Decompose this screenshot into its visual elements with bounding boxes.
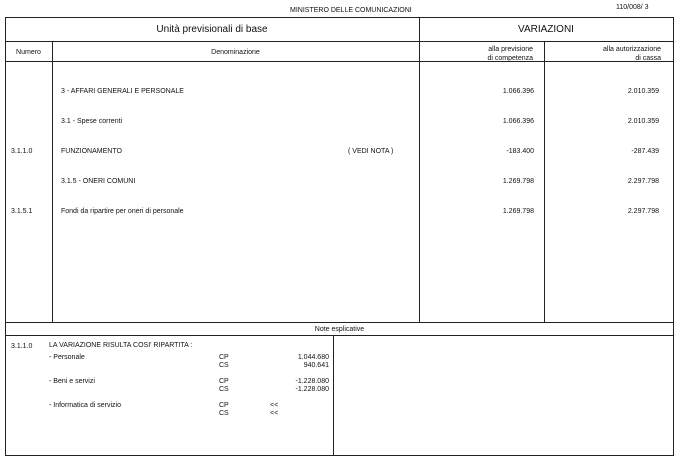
row-competenza: 1.269.798 — [502, 208, 534, 215]
note-cs-label: CS — [219, 410, 229, 417]
note-cs-label: CS — [219, 362, 229, 369]
row-competenza: 1.066.396 — [502, 88, 534, 95]
competenza-column-header: alla previsione di competenza — [487, 46, 533, 62]
note-item-label: - Informatica di servizio — [49, 402, 121, 409]
note-cp-label: CP — [219, 378, 229, 385]
note-cp-value: 1.044.680 — [297, 354, 329, 361]
notes-title: Note esplicative — [314, 326, 365, 333]
numero-column-header: Numero — [16, 49, 41, 56]
row-numero: 3.1.5.1 — [11, 208, 33, 215]
note-cs-label: CS — [219, 386, 229, 393]
row-cassa: 2.297.798 — [627, 178, 659, 185]
note-cs-value: -1.228.080 — [295, 386, 329, 393]
row-nota: ( VEDI NOTA ) — [348, 148, 394, 155]
note-cp-label: CP — [219, 402, 229, 409]
variazioni-header: VARIAZIONI — [518, 24, 574, 35]
note-cs-value: 940.641 — [303, 362, 329, 369]
page-code: 110/008/ 3 — [616, 4, 649, 11]
note-cp-value: -1.228.080 — [295, 378, 329, 385]
row-competenza: -183.400 — [506, 148, 534, 155]
row-competenza: 1.066.396 — [502, 118, 534, 125]
notes-heading: LA VARIAZIONE RISULTA COSI' RIPARTITA : — [49, 342, 193, 349]
note-cp-value: << — [270, 402, 279, 409]
row-competenza: 1.269.798 — [502, 178, 534, 185]
row-cassa: 2.297.798 — [627, 208, 659, 215]
note-cp-label: CP — [219, 354, 229, 361]
note-cs-value: << — [270, 410, 279, 417]
row-cassa: 2.010.359 — [627, 118, 659, 125]
denominazione-column-header: Denominazione — [211, 49, 260, 56]
row-denominazione: 3.1 - Spese correnti — [61, 118, 123, 125]
row-numero: 3.1.1.0 — [11, 148, 33, 155]
row-denominazione: Fondi da ripartire per oneri di personale — [61, 208, 184, 215]
note-item-label: - Personale — [49, 354, 85, 361]
ministry-title: MINISTERO DELLE COMUNICAZIONI — [290, 7, 412, 14]
cassa-column-header: alla autorizzazione di cassa — [603, 46, 661, 62]
unita-previsionali-header: Unità previsionali di base — [156, 24, 268, 35]
row-cassa: 2.010.359 — [627, 88, 659, 95]
row-denominazione: 3 - AFFARI GENERALI E PERSONALE — [61, 88, 184, 95]
note-item-label: - Beni e servizi — [49, 378, 95, 385]
row-denominazione: 3.1.5 - ONERI COMUNI — [61, 178, 136, 185]
notes-numero: 3.1.1.0 — [11, 343, 33, 350]
row-cassa: -287.439 — [631, 148, 659, 155]
row-denominazione: FUNZIONAMENTO — [61, 148, 122, 155]
